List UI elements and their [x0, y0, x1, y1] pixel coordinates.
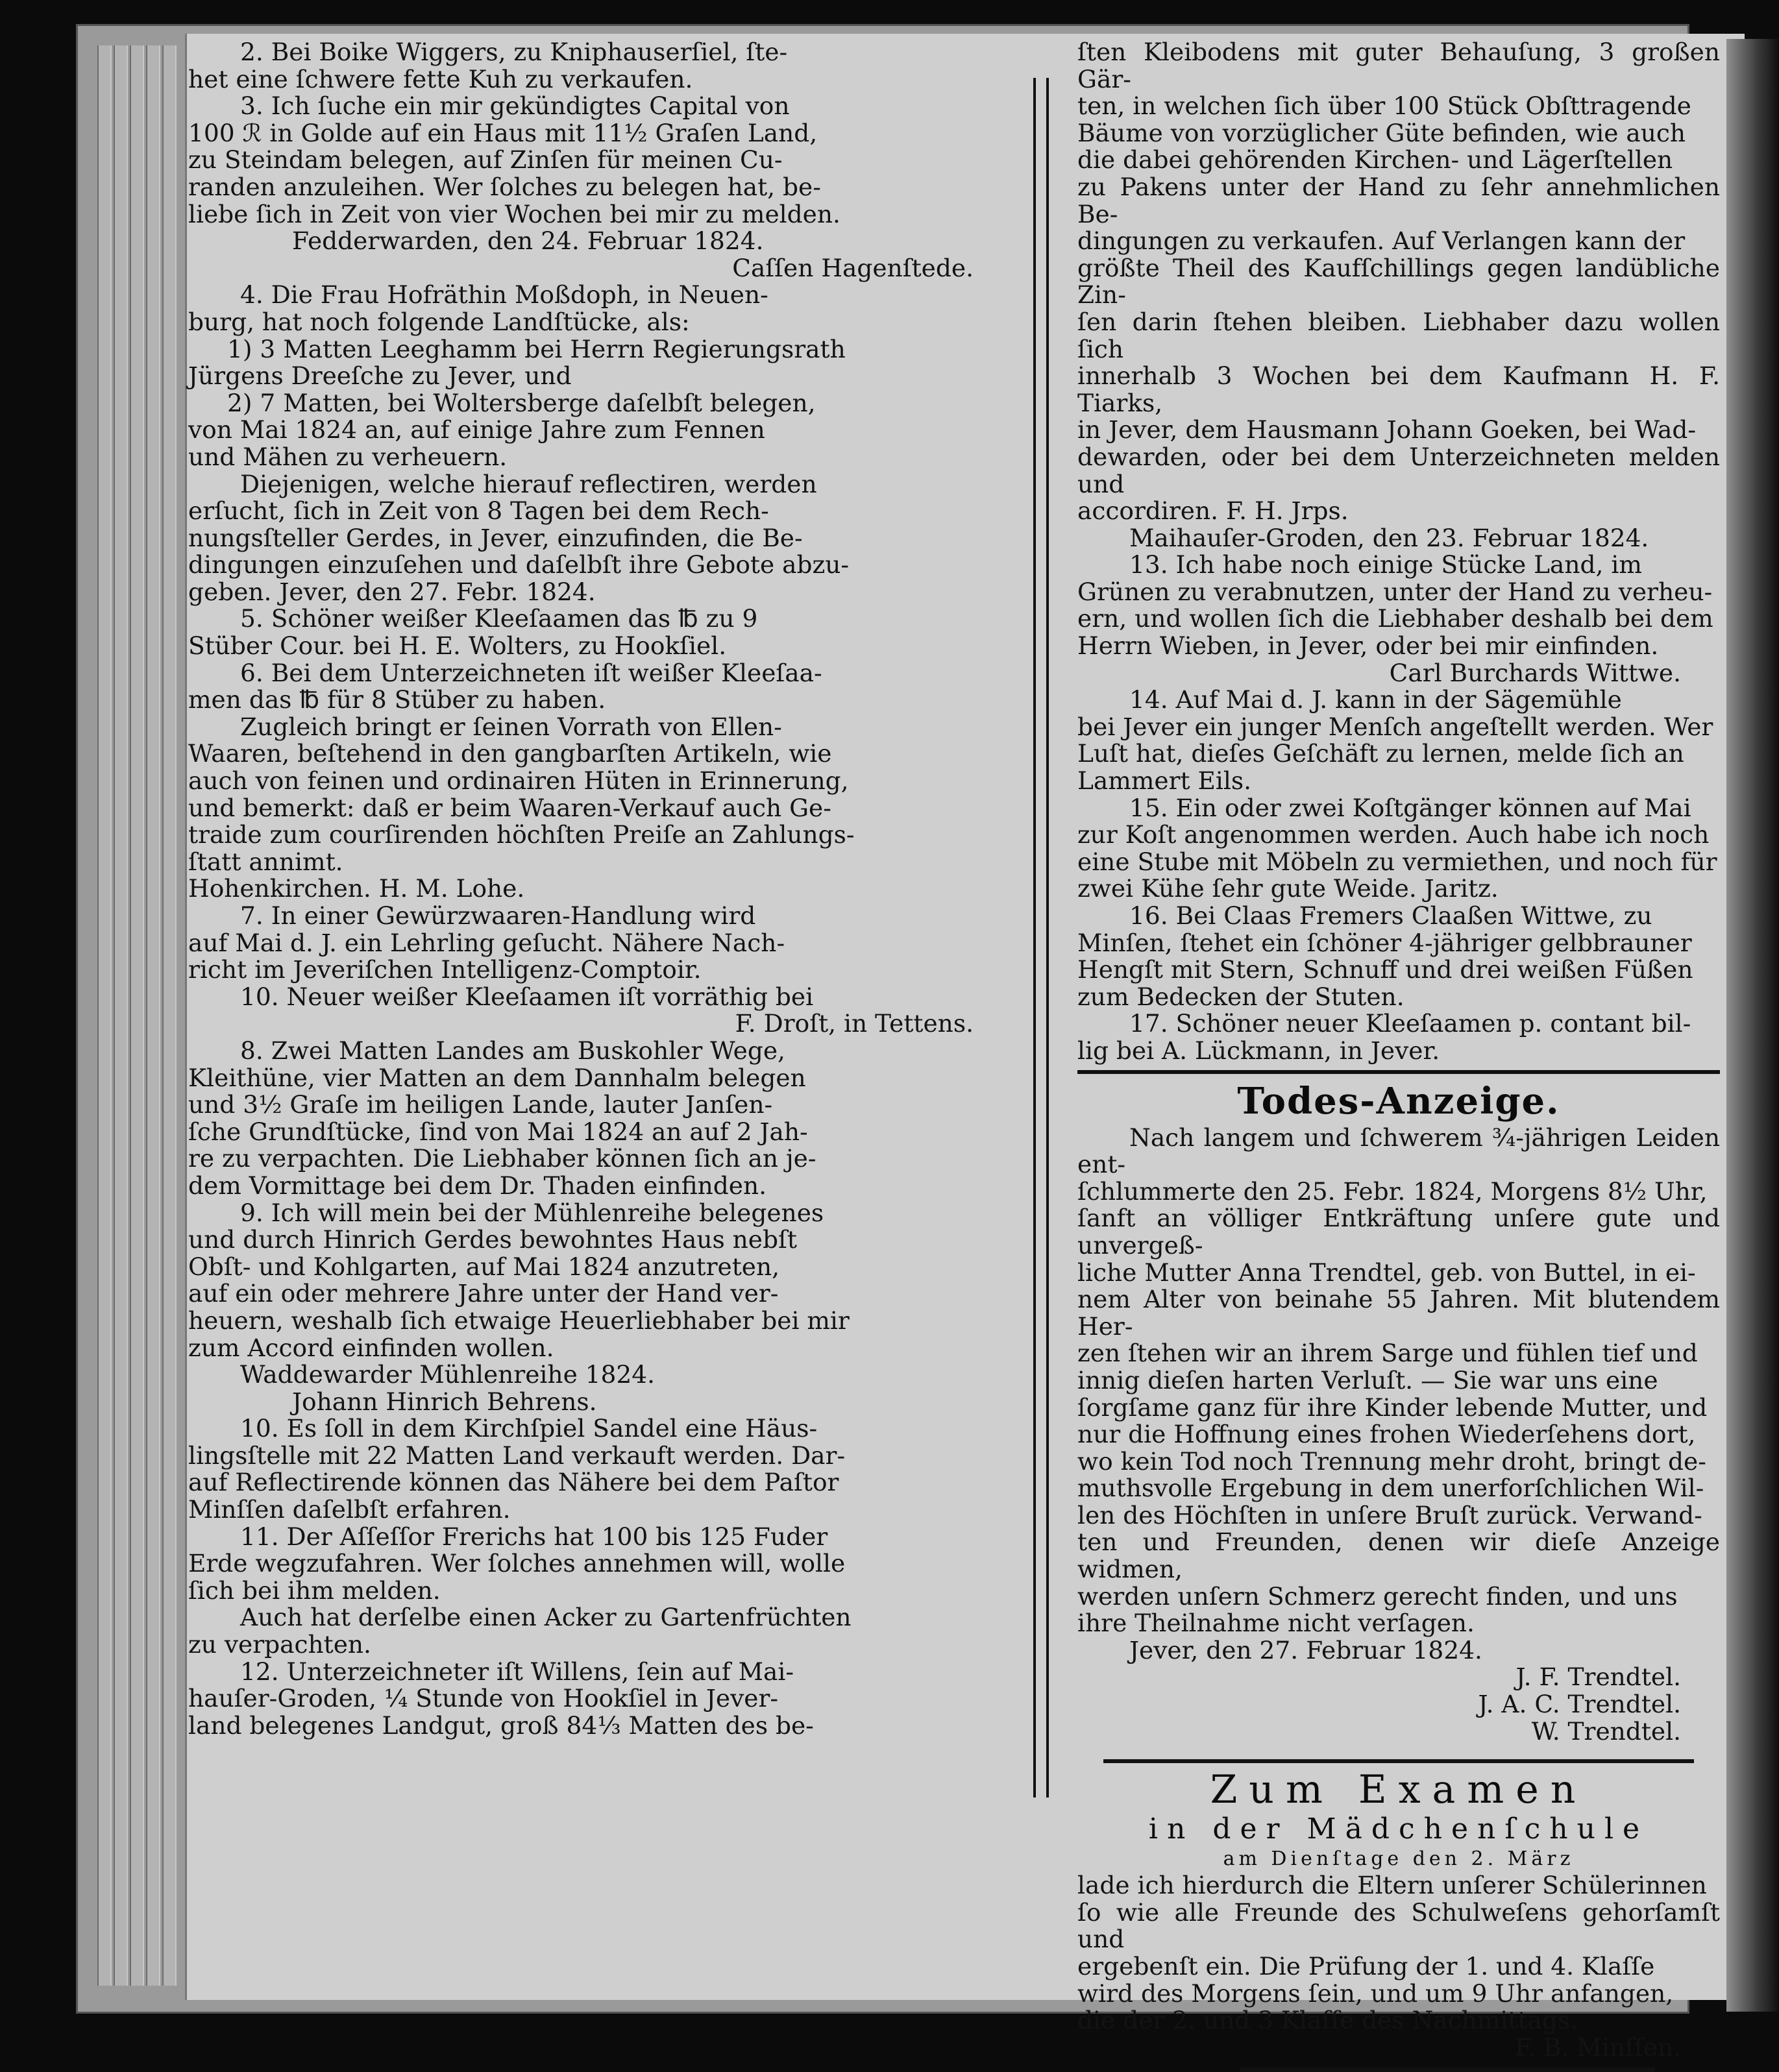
text-line: 6. Bei dem Unterzeichneten iſt weißer Kleeſaa-: [240, 658, 822, 687]
text-line: innig dieſen harten Verluſt. — Sie war uns eine: [1077, 1365, 1658, 1395]
text-line: auf ein oder mehrere Jahre unter der Hand ver-: [188, 1279, 779, 1308]
text-line: 15. Ein oder zwei Koſtgänger können auf Mai: [1129, 793, 1691, 822]
text-line: ſich bei ihm melden.: [188, 1576, 441, 1605]
text-line: Minſſen daſelbſt erfahren.: [188, 1495, 511, 1524]
text-line: lingsſtelle mit 22 Matten Land verkauft werden. Dar-: [188, 1441, 846, 1470]
right-column: [1077, 39, 1720, 2072]
page-edge: [162, 45, 177, 1986]
text-line: Luſt hat, dieſes Geſchäft zu lernen, melde ſich an: [1077, 739, 1684, 768]
text-line: innerhalb 3 Wochen bei dem Kaufmann H. F. Tiarks,: [1077, 361, 1720, 417]
text-line: ſen darin ſtehen bleiben. Liebhaber dazu wollen ſich: [1077, 307, 1720, 363]
page-edge: [97, 45, 112, 1986]
text-line: 12. Unterzeichneter iſt Willens, ſein auf Mai-: [240, 1657, 794, 1686]
text-line: Hengſt mit Stern, Schnuff und drei weißen Füßen: [1077, 955, 1693, 984]
text-line: die dabei gehörenden Kirchen- und Lägerſtellen: [1077, 145, 1673, 175]
text-line: burg, hat noch folgende Landſtücke, als:: [188, 307, 690, 336]
text-line: bei Jever ein junger Menſch angeſtellt werden. Wer: [1077, 712, 1713, 741]
section-rule: [1103, 1759, 1694, 1763]
text-line: Waddewarder Mühlenreihe 1824.: [240, 1360, 656, 1389]
text-line: 14. Auf Mai d. J. kann in der Sägemühle: [1129, 685, 1622, 714]
text-line: und bemerkt: daß er beim Waaren-Verkauf auch Ge-: [188, 793, 831, 822]
text-line: auch von feinen und ordinairen Hüten in Erinnerung,: [188, 766, 849, 796]
text-line: eine Stube mit Möbeln zu vermiethen, und noch für: [1077, 847, 1717, 876]
text-line: Zugleich bringt er ſeinen Vorrath von Ellen-: [240, 712, 782, 741]
text-line: dem Vormittage bei dem Dr. Thaden einfinden.: [188, 1171, 767, 1200]
text-line: zwei Kühe ſehr gute Weide. Jaritz.: [1077, 874, 1499, 903]
text-line: Waaren, beſtehend in den gangbarſten Artikeln, wie: [188, 739, 832, 768]
text-line: zu Steindam belegen, auf Zinſen für meinen Cu-: [188, 145, 783, 175]
text-line: 10. Neuer weißer Kleeſaamen iſt vorräthig bei: [240, 982, 814, 1011]
text-line: Erde wegzufahren. Wer ſolches annehmen will, wolle: [188, 1549, 846, 1578]
exam-notice-date: am Dienſtage den 2. März: [1223, 1847, 1575, 1871]
text-line: und Mähen zu verheuern.: [188, 442, 508, 471]
text-line: muthsvolle Ergebung in dem unerforſchlichen Wil-: [1077, 1474, 1704, 1503]
text-line: zu Pakens unter der Hand zu ſehr annehmlichen Be-: [1077, 172, 1720, 228]
text-line: Jürgens Dreeſche zu Jever, und: [188, 361, 572, 391]
text-line: traide zum courſirenden höchſten Preiſe an Zahlungs-: [188, 820, 855, 849]
closing-rule: [1240, 2067, 1655, 2072]
text-line: ern, und wollen ſich die Liebhaber deshalb bei dem: [1077, 604, 1713, 633]
text-line: 10. Es ſoll in dem Kirchſpiel Sandel eine Häus-: [240, 1414, 818, 1443]
text-line: richt im Jeveriſchen Intelligenz-Comptoir.: [188, 955, 702, 984]
text-line: zum Accord einfinden wollen.: [188, 1333, 554, 1362]
text-line: Maihauſer-Groden, den 23. Februar 1824.: [1129, 523, 1649, 552]
text-line: Jever, den 27. Februar 1824.: [1129, 1635, 1482, 1664]
text-line: 16. Bei Claas Fremers Claaßen Wittwe, zu: [1129, 901, 1652, 930]
text-line: ſo wie alle Freunde des Schulweſens gehorſamſt und: [1077, 1897, 1720, 1954]
text-line: Bäume von vorzüglicher Güte befinden, wie auch: [1077, 118, 1686, 147]
left-column: [188, 39, 1012, 1739]
text-line: Auch hat derſelbe einen Acker zu Gartenfrüchten: [240, 1603, 852, 1632]
text-line: ten und Freunden, denen wir dieſe Anzeige widmen,: [1077, 1528, 1720, 1584]
text-line: wird des Morgens ſein, und um 9 Uhr anfangen,: [1077, 1979, 1674, 2008]
text-line: Nach langem und ſchwerem ¾-jährigen Leiden ent-: [1077, 1123, 1720, 1179]
text-line: ſorgſame ganz für ihre Kinder lebende Mutter, und: [1077, 1393, 1708, 1422]
text-line: liebe ſich in Zeit von vier Wochen bei mir zu melden.: [188, 199, 840, 228]
text-line: dewarden, oder bei dem Unterzeichneten melden und: [1077, 442, 1720, 498]
text-line: ſten Kleibodens mit guter Behauſung, 3 großen Gär-: [1077, 38, 1720, 93]
text-line: ergebenſt ein. Die Prüfung der 1. und 4. Klaſſe: [1077, 1952, 1655, 1981]
text-line: W. Trendtel.: [1531, 1716, 1681, 1746]
text-line: 4. Die Frau Hofräthin Moßdoph, in Neuen-: [240, 280, 768, 310]
text-line: J. F. Trendtel.: [1515, 1663, 1681, 1692]
page-edge: [114, 45, 128, 1986]
text-line: geben. Jever, den 27. Febr. 1824.: [188, 577, 596, 606]
text-line: accordiren. F. H. Jrps.: [1077, 496, 1349, 526]
exam-notice-subtitle: in der Mädchenſchule: [1148, 1812, 1649, 1846]
text-line: und durch Hinrich Gerdes bewohntes Haus nebſt: [188, 1225, 797, 1254]
text-line: 8. Zwei Matten Landes am Buskohler Wege,: [240, 1036, 785, 1065]
text-line: auf Mai d. J. ein Lehrling geſucht. Nähere Nach-: [188, 928, 785, 957]
binding-shadow: [1726, 39, 1778, 2012]
text-line: 2. Bei Boike Wiggers, zu Kniphauserſiel, ſte-: [240, 38, 788, 66]
text-line: Minſen, ſtehet ein ſchöner 4-jähriger gelbbrauner: [1077, 928, 1692, 957]
text-line: Caſſen Hagenſtede.: [732, 253, 974, 282]
text-line: lade ich hierdurch die Eltern unſerer Schülerinnen: [1077, 1871, 1707, 1900]
text-line: 11. Der Aſſeſſor Frerichs hat 100 bis 125 Fuder: [240, 1522, 828, 1551]
text-line: het eine ſchwere fette Kuh zu verkaufen.: [188, 64, 693, 93]
text-line: auf Reflectirende können das Nähere bei dem Paſtor: [188, 1468, 839, 1497]
text-line: 100 ℛ in Golde auf ein Haus mit 11½ Graſen Land,: [188, 118, 818, 147]
text-line: randen anzuleihen. Wer ſolches zu belegen hat, be-: [188, 172, 821, 201]
text-line: 17. Schöner neuer Kleeſaamen p. contant bil-: [1129, 1009, 1691, 1038]
text-line: Obſt- und Kohlgarten, auf Mai 1824 anzutreten,: [188, 1252, 780, 1281]
text-line: werden unſern Schmerz gerecht finden, und uns: [1077, 1581, 1678, 1611]
death-notice-body: [1077, 1125, 1720, 1746]
text-line: von Mai 1824 an, auf einige Jahre zum Fennen: [188, 415, 765, 445]
text-line: zur Koſt angenommen werden. Auch habe ich noch: [1077, 820, 1710, 849]
text-line: Stüber Cour. bei H. E. Wolters, zu Hookſiel.: [188, 631, 727, 661]
text-line: liche Mutter Anna Trendtel, geb. von Buttel, in ei-: [1077, 1258, 1696, 1287]
section-rule: [1077, 1070, 1720, 1074]
text-line: zen ſtehen wir an ihrem Sarge und fühlen tief und: [1077, 1339, 1698, 1368]
text-line: ſtatt annimt.: [188, 847, 343, 876]
text-line: dingungen einzuſehen und daſelbſt ihre Gebote abzu-: [188, 550, 850, 579]
text-line: lig bei A. Lückmann, in Jever.: [1077, 1036, 1440, 1065]
text-line: Diejenigen, welche hierauf reflectiren, werden: [240, 469, 817, 498]
text-line: F. B. Minſſen.: [1515, 2032, 1681, 2062]
column-divider: [1033, 78, 1049, 1798]
death-notice-heading: Todes-Anzeige.: [1237, 1079, 1560, 1123]
text-line: größte Theil des Kaufſchillings gegen landübliche Zin-: [1077, 253, 1720, 310]
right-column-ads: [1077, 39, 1720, 1065]
text-line: heuern, weshalb ſich etwaige Heuerliebhaber bei mir: [188, 1306, 850, 1335]
text-line: 2) 7 Matten, bei Woltersberge daſelbſt belegen,: [227, 388, 816, 417]
text-line: nungsſteller Gerdes, in Jever, einzufinden, die Be-: [188, 523, 803, 552]
text-line: in Jever, dem Hausmann Johann Goeken, bei Wad-: [1077, 415, 1696, 445]
text-line: und 3½ Graſe im heiligen Lande, lauter Janſen-: [188, 1090, 773, 1119]
text-line: 3. Ich ſuche ein mir gekündigtes Capital von: [240, 91, 790, 121]
exam-notice-title: Zum Examen: [1210, 1767, 1588, 1813]
text-line: men das ℔ für 8 Stüber zu haben.: [188, 685, 606, 714]
text-line: ihre Theilnahme nicht verſagen.: [1077, 1609, 1475, 1638]
text-line: Hohenkirchen. H. M. Lohe.: [188, 874, 525, 903]
text-line: Fedderwarden, den 24. Februar 1824.: [292, 226, 764, 256]
text-line: F. Droſt, in Tettens.: [735, 1009, 974, 1038]
text-line: J. A. C. Trendtel.: [1478, 1690, 1681, 1719]
text-line: nur die Hoffnung eines frohen Wiederſehens dort,: [1077, 1420, 1696, 1449]
text-line: hauſer-Groden, ¼ Stunde von Hookſiel in Jever-: [188, 1684, 779, 1713]
exam-notice-body: [1077, 1872, 1720, 2061]
text-line: Kleithüne, vier Matten an dem Dannhalm belegen: [188, 1063, 806, 1092]
text-line: ſche Grundſtücke, ſind von Mai 1824 an auf 2 Jah-: [188, 1117, 808, 1146]
page-edge: [130, 45, 144, 1986]
text-line: Grünen zu verabnutzen, unter der Hand zu verheu-: [1077, 577, 1713, 606]
text-line: erſucht, ſich in Zeit von 8 Tagen bei dem Rech-: [188, 496, 769, 526]
text-line: die der 2. und 3 Klaſſe des Nachmittags.: [1077, 2006, 1578, 2035]
text-line: 1) 3 Matten Leeghamm bei Herrn Regierungsrath: [227, 334, 846, 363]
text-line: Lammert Eils.: [1077, 766, 1252, 796]
text-line: ſchlummerte den 25. Febr. 1824, Morgens 8½ Uhr,: [1077, 1176, 1708, 1206]
text-line: len des Höchſten in unſere Bruſt zurück. Verwand-: [1077, 1500, 1702, 1530]
text-line: nem Alter von beinahe 55 Jahren. Mit blutendem Her-: [1077, 1285, 1720, 1341]
text-line: zu verpachten.: [188, 1630, 371, 1659]
text-line: 7. In einer Gewürzwaaren-Handlung wird: [240, 901, 756, 930]
text-line: zum Bedecken der Stuten.: [1077, 982, 1405, 1011]
text-line: ſanft an völliger Entkräftung unſere gute und unvergeß-: [1077, 1204, 1720, 1260]
text-line: land belegenes Landgut, groß 84⅓ Matten des be-: [188, 1711, 814, 1740]
text-line: Johann Hinrich Behrens.: [292, 1387, 597, 1416]
page-edge: [146, 45, 160, 1986]
text-line: 5. Schöner weißer Kleeſaamen das ℔ zu 9: [240, 604, 758, 633]
text-line: ten, in welchen ſich über 100 Stück Obſttragende: [1077, 91, 1691, 121]
text-line: 13. Ich habe noch einige Stücke Land, im: [1129, 550, 1642, 579]
text-line: wo kein Tod noch Trennung mehr droht, bringt de-: [1077, 1446, 1706, 1476]
text-line: Carl Burchards Wittwe.: [1389, 658, 1681, 687]
text-line: 9. Ich will mein bei der Mühlenreihe belegenes: [240, 1198, 824, 1227]
text-line: dingungen zu verkaufen. Auf Verlangen kann der: [1077, 226, 1686, 256]
text-line: Herrn Wieben, in Jever, oder bei mir einfinden.: [1077, 631, 1659, 661]
text-line: re zu verpachten. Die Liebhaber können ſich an je-: [188, 1144, 816, 1173]
